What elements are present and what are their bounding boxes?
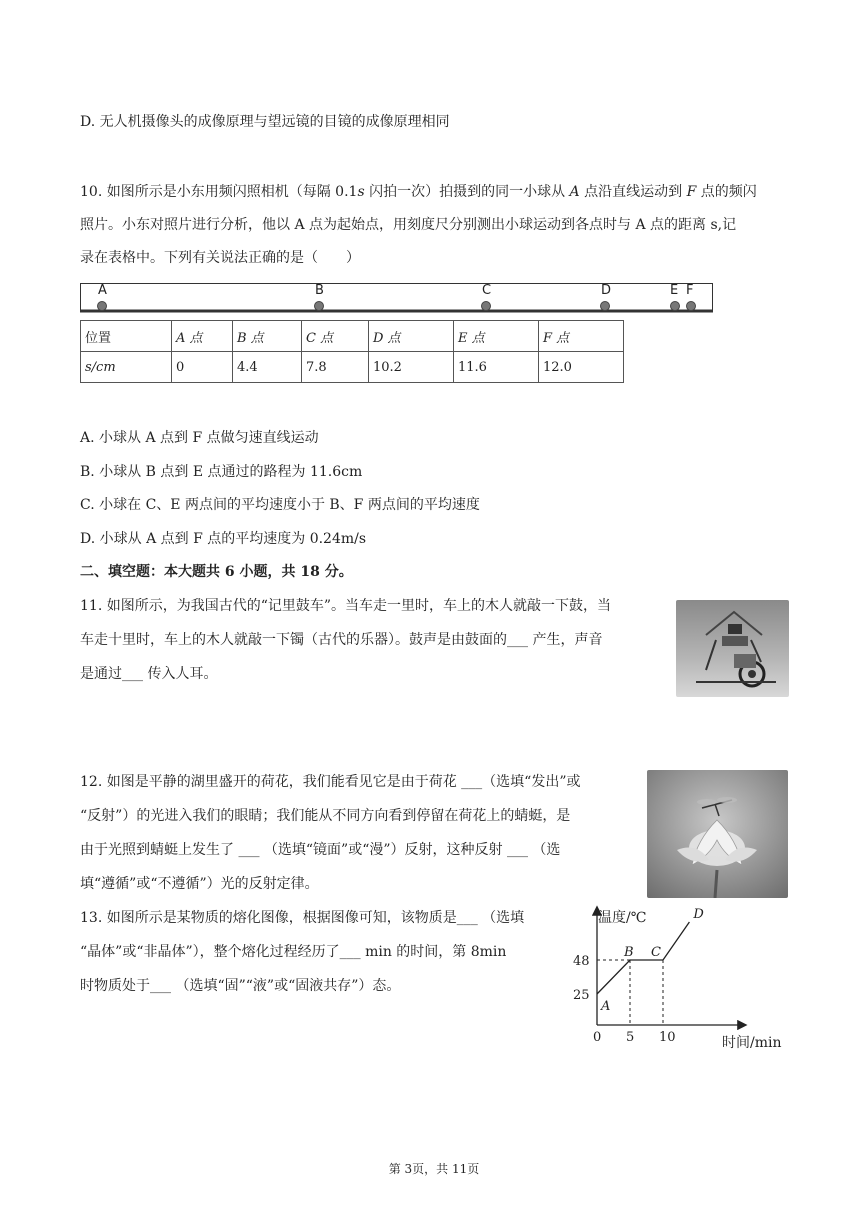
point-label-d: D: [693, 907, 704, 922]
table-cell: 10.2: [369, 352, 454, 383]
track-label-c: C: [482, 283, 492, 298]
q13-line1: 13. 如图所示是某物质的熔化图像，根据图像可知，该物质是___ （选填: [80, 910, 525, 926]
page-footer: 第 3页，共 11页: [388, 1162, 480, 1176]
track-frame: [80, 283, 713, 317]
strobe-photo-track: [80, 283, 713, 313]
section-title: 二、填空题：本大题共 6 小题，共 18 分。: [80, 564, 353, 580]
table-cell: 0: [172, 352, 233, 383]
track-label-f: F: [686, 283, 694, 298]
q10-option-c: C. 小球在 C、E 两点间的平均速度小于 B、F 两点间的平均速度: [80, 497, 480, 513]
track-label-e: E: [670, 283, 679, 298]
melting-chart: [560, 900, 800, 1055]
q11-line3: 是通过___ 传入人耳。: [80, 666, 218, 682]
table-cell: 4.4: [233, 352, 302, 383]
table-cell: s/cm: [81, 352, 172, 383]
y-tick-label: 48: [573, 954, 590, 969]
table-cell: 11.6: [454, 352, 539, 383]
q11-line2: 车走十里时，车上的木人就敲一下镯（古代的乐器）。鼓声是由鼓面的___ 产生，声音: [80, 632, 603, 648]
q13-line2: “晶体”或“非晶体”），整个熔化过程经历了___ min 的时间，第 8min: [80, 944, 507, 960]
x-tick-label: 0: [593, 1030, 602, 1045]
q13-line3: 时物质处于___ （选填“固”“液”或“固液共存”）态。: [80, 978, 401, 994]
drum-cart-photo: [676, 600, 789, 697]
lotus-photo: [647, 770, 788, 898]
point-label-a: A: [601, 999, 611, 1014]
table-cell: 位置: [81, 321, 172, 352]
x-axis-label: 时间/min: [722, 1035, 782, 1051]
point-label-c: C: [651, 945, 661, 960]
ball-f: [686, 301, 696, 311]
y-tick-label: 25: [573, 988, 590, 1003]
q12-line2: “反射”）的光进入我们的眼睛；我们能从不同方向看到停留在荷花上的蜻蜓，是: [80, 808, 571, 824]
table-cell: B 点: [233, 321, 302, 352]
track-label-d: D: [601, 283, 612, 298]
y-axis-label: 温度/℃: [598, 910, 647, 926]
temperature-line: [597, 922, 689, 994]
ball-d: [600, 301, 610, 311]
ball-e: [670, 301, 680, 311]
table-cell: E 点: [454, 321, 539, 352]
q12-line1: 12. 如图是平静的湖里盛开的荷花，我们能看见它是由于荷花 ___（选填“发出”或: [80, 774, 581, 790]
table-row: [81, 352, 624, 383]
table-cell: F 点: [539, 321, 624, 352]
q9-option-d: D. 无人机摄像头的成像原理与望远镜的目镜的成像原理相同: [80, 114, 450, 130]
q11-line1: 11. 如图所示，为我国古代的“记里鼓车”。当车走一里时，车上的木人就敲一下鼓，当: [80, 598, 612, 614]
ball-a: [97, 301, 107, 311]
track-label-b: B: [315, 283, 324, 298]
x-tick-label: 10: [659, 1030, 676, 1045]
distance-table: [80, 320, 624, 383]
table-cell: A 点: [172, 321, 233, 352]
q10-option-a: A. 小球从 A 点到 F 点做匀速直线运动: [80, 430, 319, 446]
ball-b: [314, 301, 324, 311]
table-cell: C 点: [302, 321, 369, 352]
q10-line2: 照片。小东对照片进行分析，他以 A 点为起始点，用刻度尺分别测出小球运动到各点时与 A 点的距离 s,记: [80, 217, 737, 233]
table-cell: 7.8: [302, 352, 369, 383]
q10-line1: 10. 如图所示是小东用频闪照相机（每隔 0.1s 闪拍一次）拍摄到的同一小球从 A 点沿直线运动到 F 点的频闪: [80, 184, 757, 200]
q10-line3: 录在表格中。下列有关说法正确的是（ ）: [80, 250, 360, 266]
ball-c: [481, 301, 491, 311]
q12-line3: 由于光照到蜻蜓上发生了 ___ （选填“镜面”或“漫”）反射，这种反射 ___ （选: [80, 842, 561, 858]
chart-marks: [573, 907, 704, 1045]
table-cell: 12.0: [539, 352, 624, 383]
table-cell: D 点: [369, 321, 454, 352]
point-label-b: B: [624, 945, 634, 960]
table-row: [81, 321, 624, 352]
track-label-a: A: [98, 283, 107, 298]
q12-line4: 填“遵循”或“不遵循”）光的反射定律。: [80, 876, 319, 892]
q10-option-b: B. 小球从 B 点到 E 点通过的路程为 11.6cm: [80, 464, 363, 480]
x-tick-label: 5: [626, 1030, 635, 1045]
q10-option-d: D. 小球从 A 点到 F 点的平均速度为 0.24m/s: [80, 531, 367, 547]
